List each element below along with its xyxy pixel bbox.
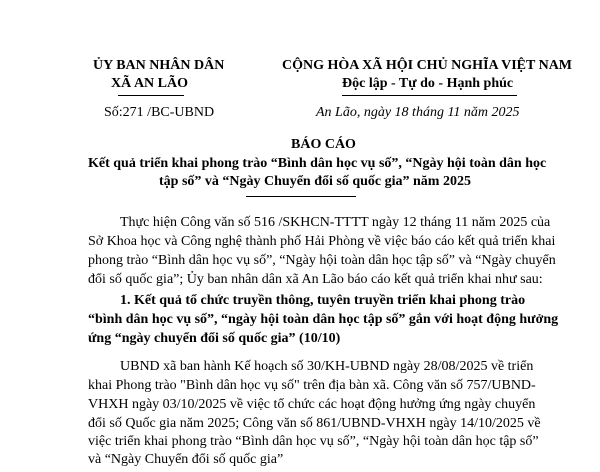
body-line-1: UBND xã ban hành Kế hoạch số 30/KH-UBND ngày 28/08/2025 về triển [120,359,534,374]
body-line-3: VHXH ngày 03/10/2025 về việc tổ chức các hoạt động hưởng ứng ngày chuyển [88,397,536,412]
section1-line-2: “bình dân học vụ số”, “ngày hội toàn dân học tập số” gắn với hoạt động hưởng [88,312,559,327]
commune-name: XÃ AN LÃO [111,76,189,91]
intro-line-3: phong trào “Bình dân học vụ số”, “Ngày hội toàn dân học tập số” và “Ngày chuyển [88,253,556,268]
intro-line-1: Thực hiện Công văn số 516 /SKHCN-TTTT ngày 12 tháng 11 năm 2025 của [120,215,551,230]
motto-underline [342,95,517,96]
document-number: Số:271 /BC-UBND [104,105,215,120]
commune-underline [118,95,184,96]
section1-line-1: 1. Kết quả tổ chức truyền thông, tuyên truyền triển khai phong trào [120,293,526,308]
title-underline [246,196,356,197]
report-subtitle-line1: Kết quả triển khai phong trào “Bình dân học vụ số”, “Ngày hội toàn dân học [88,156,547,171]
intro-line-4: đổi số quốc gia”; Ủy ban nhân dân xã An Lão báo cáo kết quả triển khai như sau: [88,272,543,287]
intro-line-2: Sở Khoa học và Công nghệ thành phố Hải Phòng về việc báo cáo kết quả triển khai [88,234,556,249]
body-line-6: và “Ngày Chuyển đổi số quốc gia” [88,452,284,467]
agency-name: ỦY BAN NHÂN DÂN [93,58,225,73]
national-title: CỘNG HÒA XÃ HỘI CHỦ NGHĨA VIỆT NAM [282,58,573,73]
document-date: An Lão, ngày 18 tháng 11 năm 2025 [316,105,520,120]
body-line-5: việc triển khai phong trào “Bình dân học vụ số”, “Ngày hội toàn dân học tập số” [88,434,539,449]
section1-line-3: ứng “ngày chuyển đổi số quốc gia” (10/10) [88,331,341,346]
report-title: BÁO CÁO [291,137,356,152]
national-motto: Độc lập - Tự do - Hạnh phúc [342,76,514,91]
body-line-2: khai Phong trào "Bình dân học vụ số" trên địa bàn xã. Công văn số 757/UBND- [88,378,536,393]
body-line-4: đổi số Quốc gia năm 2025; Công văn số 861/UBND-VHXH ngày 14/10/2025 về [88,416,541,431]
report-subtitle-line2: tập số” và “Ngày Chuyển đổi số quốc gia” năm 2025 [159,174,471,189]
